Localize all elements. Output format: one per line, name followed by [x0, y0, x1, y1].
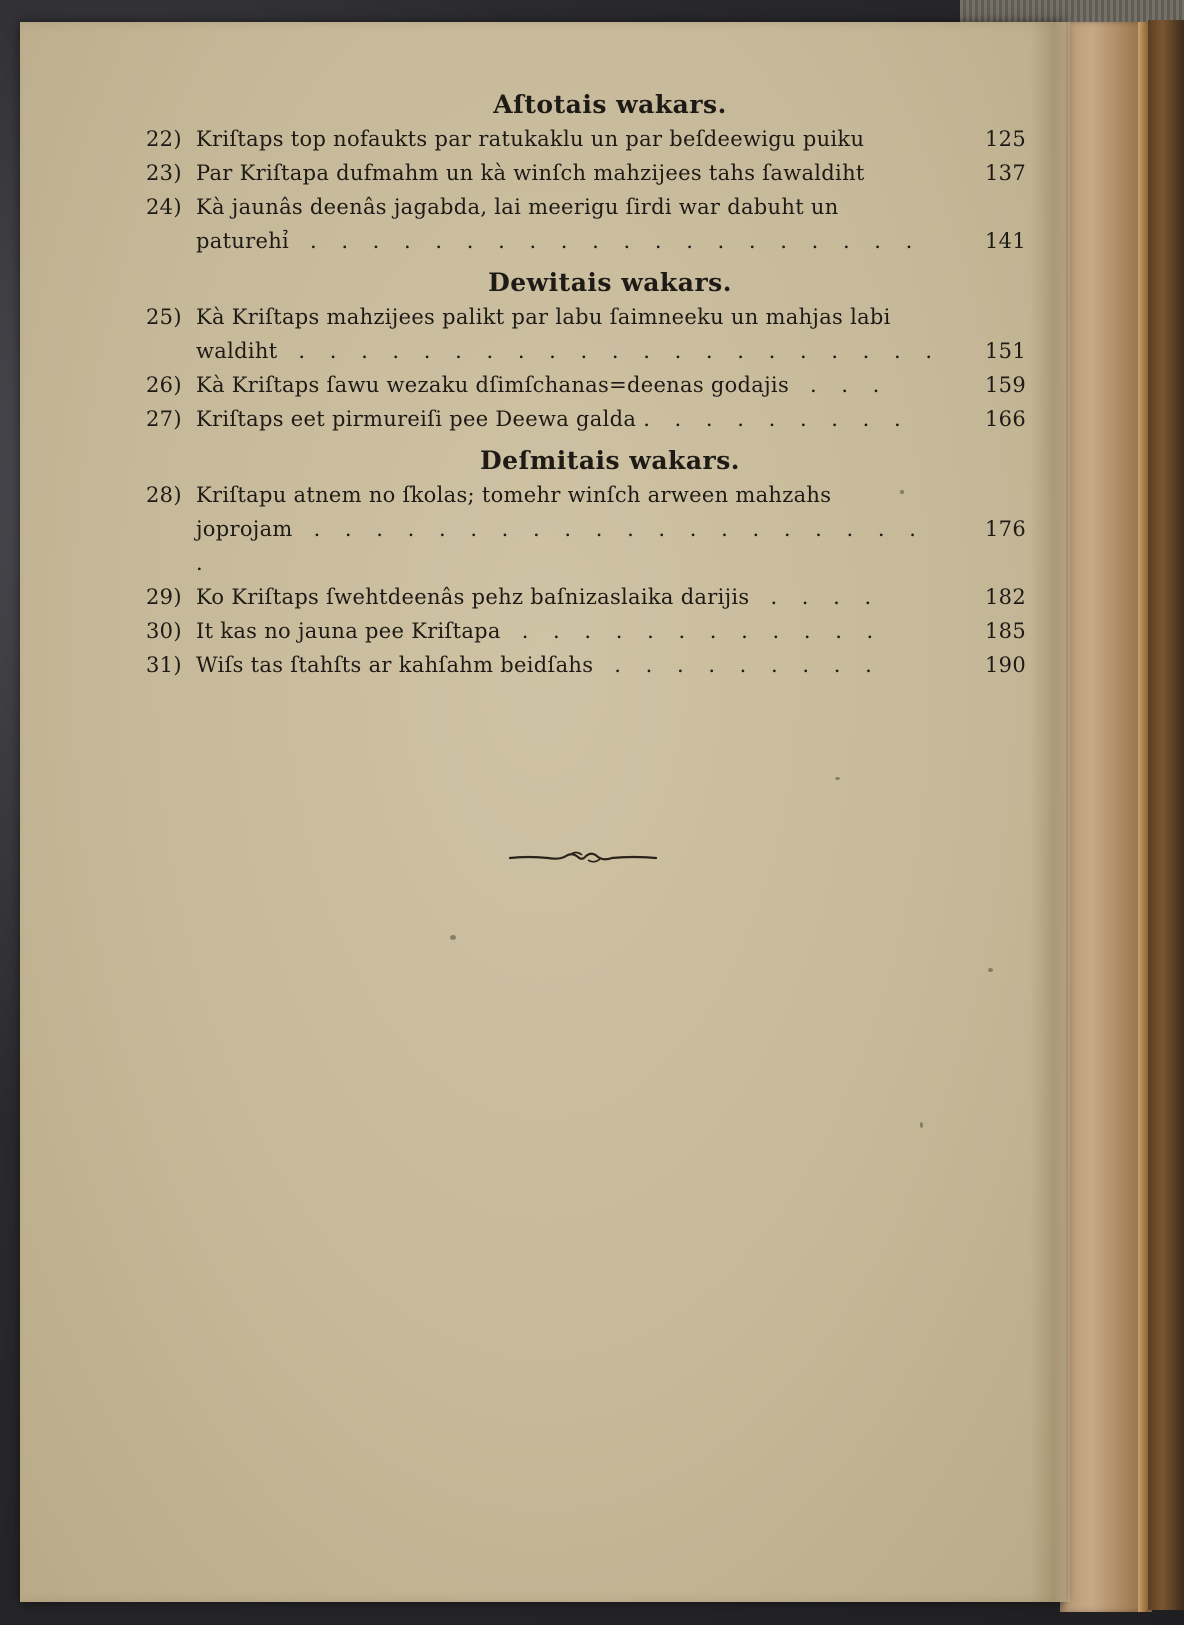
toc-section [146, 266, 1026, 436]
entry-title: It kas no jauna pee Kriſtapa [196, 619, 501, 643]
entry-title: Par Kriſtapa dufmahm un kà winſch mahzijees tahs ſawaldiht [196, 161, 865, 185]
toc-entry [146, 368, 1026, 402]
dot-leader: . . . . [770, 585, 881, 609]
toc-entry [146, 122, 1026, 156]
dot-leader: . . . . . . . . . [643, 407, 910, 431]
table-of-contents [146, 88, 1026, 682]
entry-title-continued: joprojam [196, 517, 293, 541]
entry-title: Wiſs tas ſtahſts ar kahſahm beidſahs [196, 653, 594, 677]
toc-entry [146, 190, 1026, 224]
dot-leader: . . . . . . . . . [614, 653, 881, 677]
entry-title: Kriſtaps eet pirmureiſi pee Deewa galda [196, 407, 637, 431]
toc-entry [146, 580, 1026, 614]
entry-page: 176 [985, 517, 1026, 541]
paper-speck [450, 935, 456, 940]
section-title: Aſtotais wakars. [493, 90, 727, 119]
entry-title: Kà jaunâs deenâs jagabda, lai meerigu ſirdi war dabuht un [196, 195, 839, 219]
entry-page: 166 [985, 407, 1026, 431]
toc-section [146, 88, 1026, 258]
dot-leader: . . . . . . . . . . . . . . . . . . . . [309, 229, 922, 253]
entry-number: 31) [146, 653, 182, 677]
dot-leader: . . . . . . . . . . . . [521, 619, 883, 643]
entry-number: 28) [146, 483, 182, 507]
toc-entry [146, 614, 1026, 648]
toc-entry-continuation [146, 224, 1026, 258]
entry-title: Kà Kriſtaps ſawu wezaku dſimſchanas=deenas godajis [196, 373, 790, 397]
entry-page: 159 [985, 373, 1026, 397]
toc-entry [146, 648, 1026, 682]
entry-number: 22) [146, 127, 182, 151]
entry-number: 30) [146, 619, 182, 643]
flourish-divider-icon [508, 848, 658, 868]
entry-title-continued: waldiht [196, 339, 278, 363]
paper-speck [988, 968, 993, 972]
entry-number: 24) [146, 195, 182, 219]
dot-leader: . . . . . . . . . . . . . . . . . . . . . [298, 339, 942, 363]
dot-leader: . . . . . . . . . . . . . . . . . . . . . [196, 517, 925, 575]
entry-page: 151 [985, 339, 1026, 363]
toc-section [146, 444, 1026, 682]
entry-title: Kriſtapu atnem no ſkolas; tomehr winſch arween mahzahs [196, 483, 832, 507]
entry-title: Ko Kriſtaps ſwehtdeenâs pehz baſnizaslaika darijis [196, 585, 750, 609]
toc-entry-continuation [146, 512, 1026, 580]
entry-number: 23) [146, 161, 182, 185]
book-spine [1148, 20, 1184, 1610]
toc-entry [146, 300, 1026, 334]
entry-number: 29) [146, 585, 182, 609]
toc-entry-continuation [146, 334, 1026, 368]
page-gutter-shadow [1030, 22, 1070, 1602]
entry-page: 141 [985, 229, 1026, 253]
section-title: Deſmitais wakars. [479, 446, 740, 475]
entry-page: 185 [985, 619, 1026, 643]
paper-speck [920, 1122, 923, 1128]
toc-entry [146, 156, 1026, 190]
entry-page: 190 [985, 653, 1026, 677]
section-title: Dewitais wakars. [488, 268, 732, 297]
entry-page: 182 [985, 585, 1026, 609]
toc-entry [146, 478, 1026, 512]
toc-entry [146, 402, 1026, 436]
book-cover-edge [1138, 22, 1146, 1612]
paper-speck [835, 777, 840, 780]
entry-page: 137 [985, 161, 1026, 185]
entry-number: 25) [146, 305, 182, 329]
entry-title-continued: paturehỉ [196, 229, 290, 253]
entry-number: 26) [146, 373, 182, 397]
entry-page: 125 [985, 127, 1026, 151]
dot-leader: . . . [809, 373, 889, 397]
entry-title: Kà Kriſtaps mahzijees palikt par labu ſaimneeku un mahjas labi [196, 305, 891, 329]
paper-speck [900, 490, 904, 494]
entry-number: 27) [146, 407, 182, 431]
entry-title: Kriſtaps top nofaukts par ratukaklu un par beſdeewigu puiku [196, 127, 865, 151]
